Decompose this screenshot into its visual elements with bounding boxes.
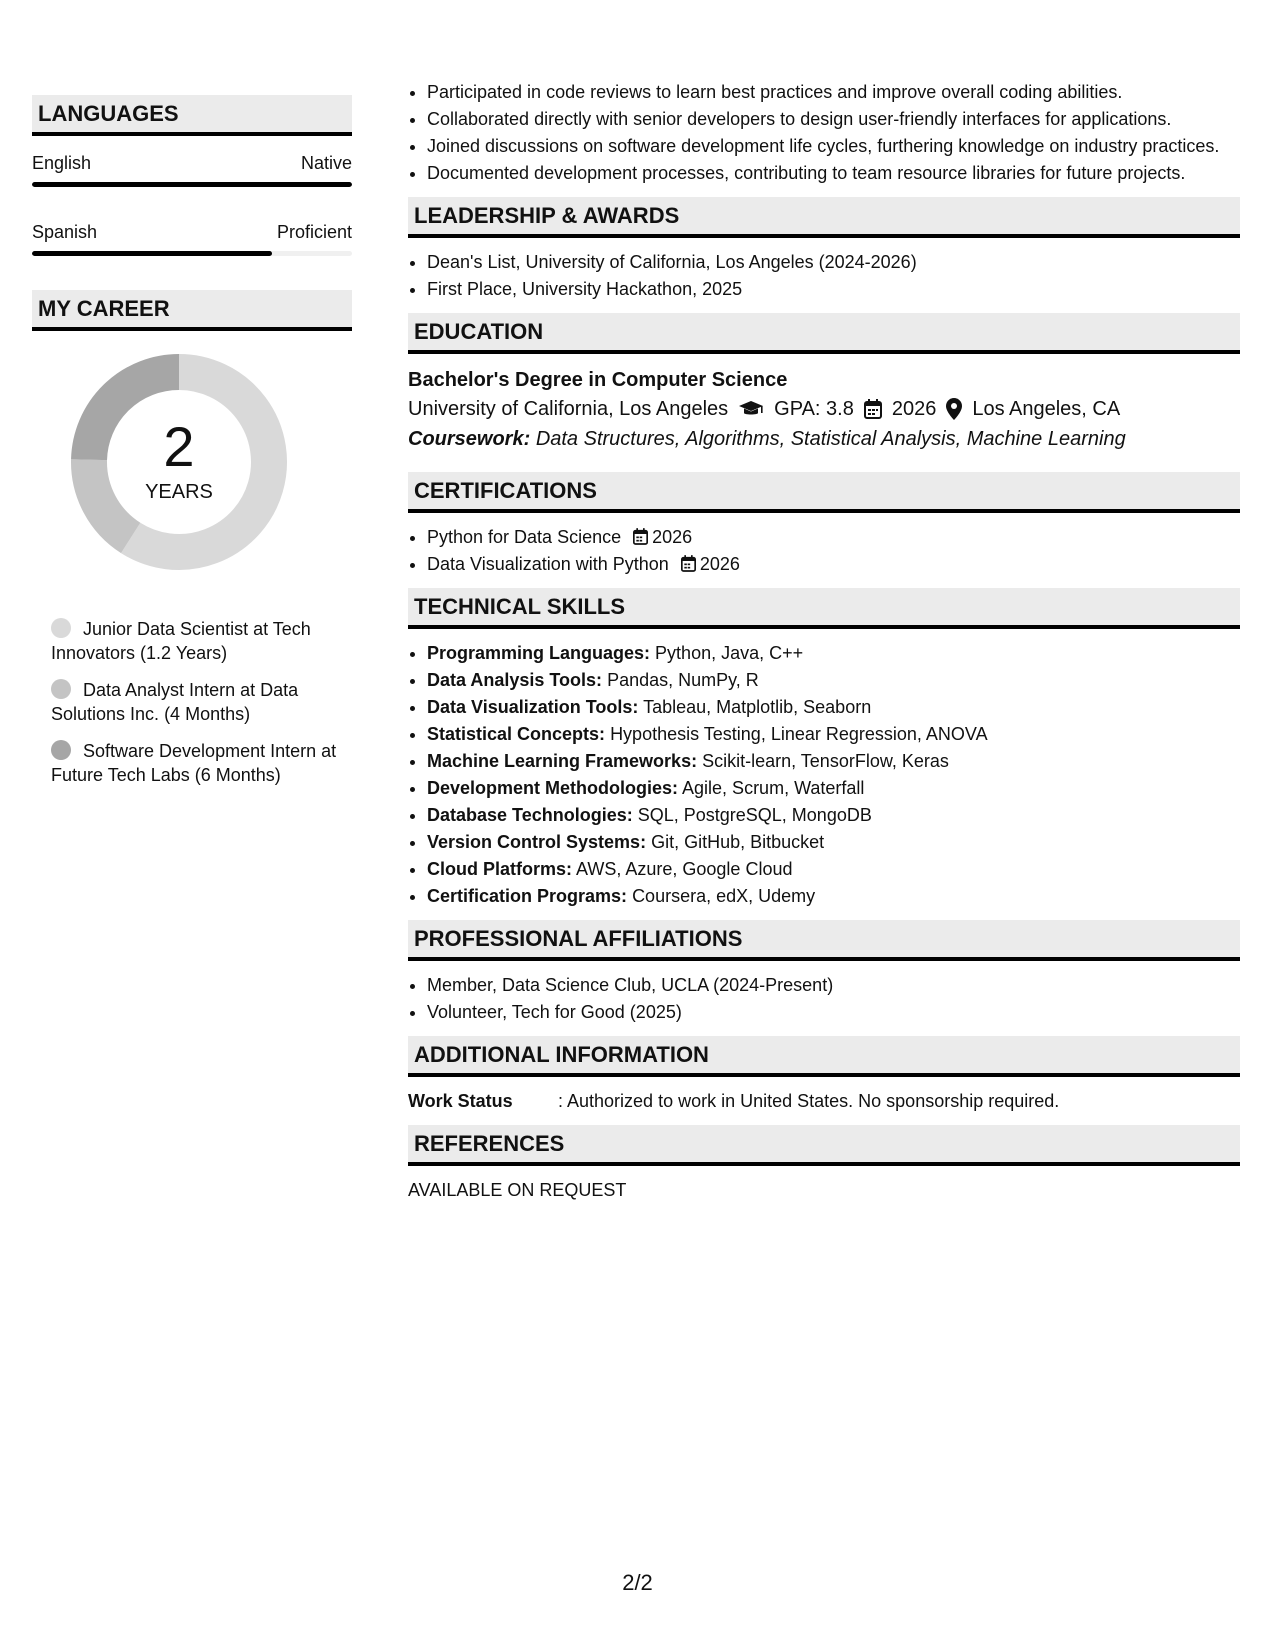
career-legend-label: Data Analyst Intern at Data Solutions Inc. (4 Months) — [51, 680, 299, 724]
career-legend-label: Software Development Intern at Future Tech Labs (6 Months) — [51, 741, 337, 785]
skill-value: Tableau, Matplotlib, Seaborn — [643, 697, 872, 717]
skill-label: Data Analysis Tools: — [427, 670, 603, 690]
list-item — [427, 803, 1240, 827]
work-status-label: Work Status — [408, 1091, 513, 1111]
language-bar-fill — [32, 182, 352, 187]
skill-value: Hypothesis Testing, Linear Regression, ANOVA — [610, 724, 988, 744]
legend-dot-icon — [51, 618, 71, 638]
list-item — [427, 884, 1240, 908]
affiliations-heading: PROFESSIONAL AFFILIATIONS — [408, 920, 1240, 961]
work-status-row — [408, 1089, 1240, 1113]
education-school: University of California, Los Angeles — [408, 398, 729, 420]
career-donut-chart — [64, 347, 294, 577]
language-level: Native — [300, 153, 352, 173]
list-item: • Volunteer, Tech for Good (2025) — [427, 1000, 1240, 1024]
coursework-value: Data Structures, Algorithms, Statistical Analysis, Machine Learning — [535, 428, 1126, 450]
list-item: • Dean's List, University of California, Los Angeles (2024-2026) — [427, 250, 1240, 274]
language-bar — [32, 182, 352, 187]
skill-label: Statistical Concepts: — [427, 724, 606, 744]
education-degree: Bachelor's Degree in Computer Science — [408, 369, 788, 391]
list-item — [427, 857, 1240, 881]
list-item: • Joined discussions on software development life cycles, furthering knowledge on industry practices. — [427, 134, 1240, 158]
skill-value: SQL, PostgreSQL, MongoDB — [637, 805, 872, 825]
list-item — [427, 776, 1240, 800]
certifications-list — [408, 525, 1240, 576]
references-heading: REFERENCES — [408, 1125, 1240, 1166]
coursework-label: Coursework: — [408, 428, 531, 450]
language-name: English — [32, 153, 92, 173]
leadership-list — [408, 250, 1240, 301]
certifications-heading: CERTIFICATIONS — [408, 472, 1240, 513]
career-legend-item — [51, 678, 341, 726]
language-name: Spanish — [32, 222, 98, 242]
education-location: Los Angeles, CA — [972, 398, 1121, 420]
skill-value: Git, GitHub, Bitbucket — [651, 832, 825, 852]
list-item: • Documented development processes, contributing to team resource libraries for future projects. — [427, 161, 1240, 185]
skill-label: Database Technologies: — [427, 805, 633, 825]
legend-dot-icon — [51, 679, 71, 699]
skill-label: Programming Languages: — [427, 643, 651, 663]
work-status-value: : Authorized to work in United States. No sponsorship required. — [558, 1091, 1060, 1111]
career-total: 2 — [163, 415, 195, 478]
list-item — [427, 552, 1240, 576]
skill-label: Cloud Platforms: — [427, 859, 573, 879]
calendar-icon — [633, 528, 648, 545]
career-legend-item — [51, 739, 341, 787]
list-item: • First Place, University Hackathon, 2025 — [427, 277, 1240, 301]
location-pin-icon — [946, 398, 962, 420]
skill-value: AWS, Azure, Google Cloud — [576, 859, 793, 879]
page-number: 2/2 — [622, 1570, 653, 1595]
skill-label: Data Visualization Tools: — [427, 697, 639, 717]
language-item — [32, 152, 352, 187]
experience-bullets — [408, 80, 1240, 185]
skill-value: Python, Java, C++ — [655, 643, 804, 663]
education-details — [408, 394, 1240, 424]
list-item: • Participated in code reviews to learn best practices and improve overall coding abilities. — [427, 80, 1240, 104]
list-item: • Collaborated directly with senior developers to design user-friendly interfaces for applications. — [427, 107, 1240, 131]
calendar-icon — [864, 399, 882, 419]
skill-value: Coursera, edX, Udemy — [632, 886, 816, 906]
skill-value: Agile, Scrum, Waterfall — [682, 778, 865, 798]
list-item — [427, 668, 1240, 692]
skill-label: Version Control Systems: — [427, 832, 647, 852]
leadership-heading: LEADERSHIP & AWARDS — [408, 197, 1240, 238]
languages-heading: LANGUAGES — [32, 95, 352, 136]
skills-list — [408, 641, 1240, 908]
career-legend-label: Junior Data Scientist at Tech Innovators (1.2 Years) — [51, 619, 311, 663]
language-level: Proficient — [276, 222, 352, 242]
skill-label: Certification Programs: — [427, 886, 628, 906]
left-column — [32, 95, 352, 800]
career-section — [32, 290, 352, 787]
language-item — [32, 221, 352, 256]
certification-year: 2026 — [699, 554, 740, 574]
list-item: • Member, Data Science Club, UCLA (2024-Present) — [427, 973, 1240, 997]
legend-dot-icon — [51, 740, 71, 760]
skills-heading: TECHNICAL SKILLS — [408, 588, 1240, 629]
list-item — [427, 749, 1240, 773]
language-bar-fill — [32, 251, 272, 256]
skill-value: Scikit-learn, TensorFlow, Keras — [702, 751, 949, 771]
skill-label: Machine Learning Frameworks: — [427, 751, 698, 771]
education-year: 2026 — [891, 398, 937, 420]
graduation-cap-icon — [738, 400, 764, 418]
skill-label: Development Methodologies: — [427, 778, 679, 798]
education-gpa: GPA: 3.8 — [774, 398, 854, 420]
calendar-icon — [681, 555, 696, 572]
career-unit: YEARS — [145, 481, 213, 503]
right-column — [408, 80, 1240, 1202]
career-legend-item — [51, 617, 341, 665]
list-item — [427, 722, 1240, 746]
list-item — [427, 830, 1240, 854]
list-item — [427, 525, 1240, 549]
education-coursework — [408, 424, 1240, 454]
list-item — [427, 695, 1240, 719]
affiliations-list — [408, 973, 1240, 1024]
skill-value: Pandas, NumPy, R — [607, 670, 759, 690]
language-bar — [32, 251, 352, 256]
certification-name: Python for Data Science — [427, 527, 622, 547]
additional-info-heading: ADDITIONAL INFORMATION — [408, 1036, 1240, 1077]
references-text: AVAILABLE ON REQUEST — [408, 1180, 627, 1200]
career-legend — [32, 617, 352, 787]
education-heading: EDUCATION — [408, 313, 1240, 354]
career-heading: MY CAREER — [32, 290, 352, 331]
list-item — [427, 641, 1240, 665]
certification-year: 2026 — [652, 527, 693, 547]
certification-name: Data Visualization with Python — [427, 554, 669, 574]
